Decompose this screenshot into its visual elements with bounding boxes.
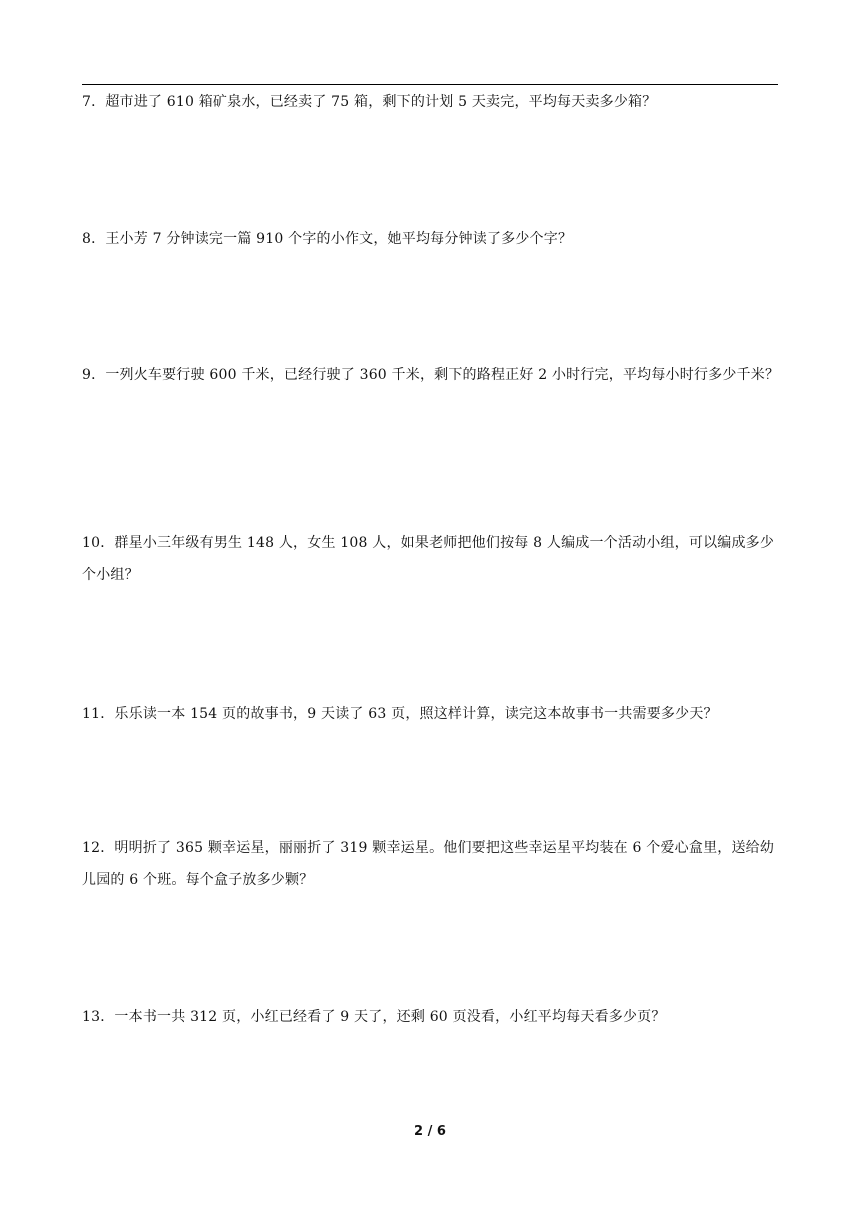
question-number: 9． — [82, 367, 106, 383]
question-text: 一列火车要行驶 600 千米，已经行驶了 360 千米，剩下的路程正好 2 小时行完，平均每小时行多少千米？ — [105, 367, 780, 383]
question-number: 11． — [82, 706, 115, 722]
question-10 — [82, 527, 782, 591]
question-number: 10． — [82, 535, 115, 551]
page-indicator: 2 / 6 — [414, 1124, 446, 1139]
question-number: 13． — [82, 1009, 115, 1025]
question-number: 7． — [82, 94, 106, 110]
question-13 — [82, 1001, 782, 1033]
question-text: 群星小三年级有男生 148 人，女生 108 人，如果老师把他们按每 8 人编成一个活动小组，可以编成多少个小组？ — [82, 535, 775, 583]
question-text: 乐乐读一本 154 页的故事书，9 天读了 63 页，照这样计算，读完这本故事书一共需要多少天？ — [114, 706, 718, 722]
question-number: 8． — [82, 231, 106, 247]
question-text: 明明折了 365 颗幸运星，丽丽折了 319 颗幸运星。他们要把这些幸运星平均装在 6 个爱心盒里，送给幼儿园的 6 个班。每个盒子放多少颗？ — [82, 840, 775, 888]
header-rule — [82, 84, 778, 85]
question-number: 12． — [82, 840, 115, 856]
question-12 — [82, 832, 782, 896]
question-text: 王小芳 7 分钟读完一篇 910 个字的小作文，她平均每分钟读了多少个字？ — [105, 231, 573, 247]
question-8 — [82, 223, 782, 255]
question-text: 一本书一共 312 页，小红已经看了 9 天了，还剩 60 页没看，小红平均每天看多少页？ — [114, 1009, 666, 1025]
question-text: 超市进了 610 箱矿泉水，已经卖了 75 箱，剩下的计划 5 天卖完，平均每天卖多少箱？ — [105, 94, 657, 110]
question-9 — [82, 359, 782, 391]
question-11 — [82, 698, 782, 730]
question-7 — [82, 86, 782, 118]
